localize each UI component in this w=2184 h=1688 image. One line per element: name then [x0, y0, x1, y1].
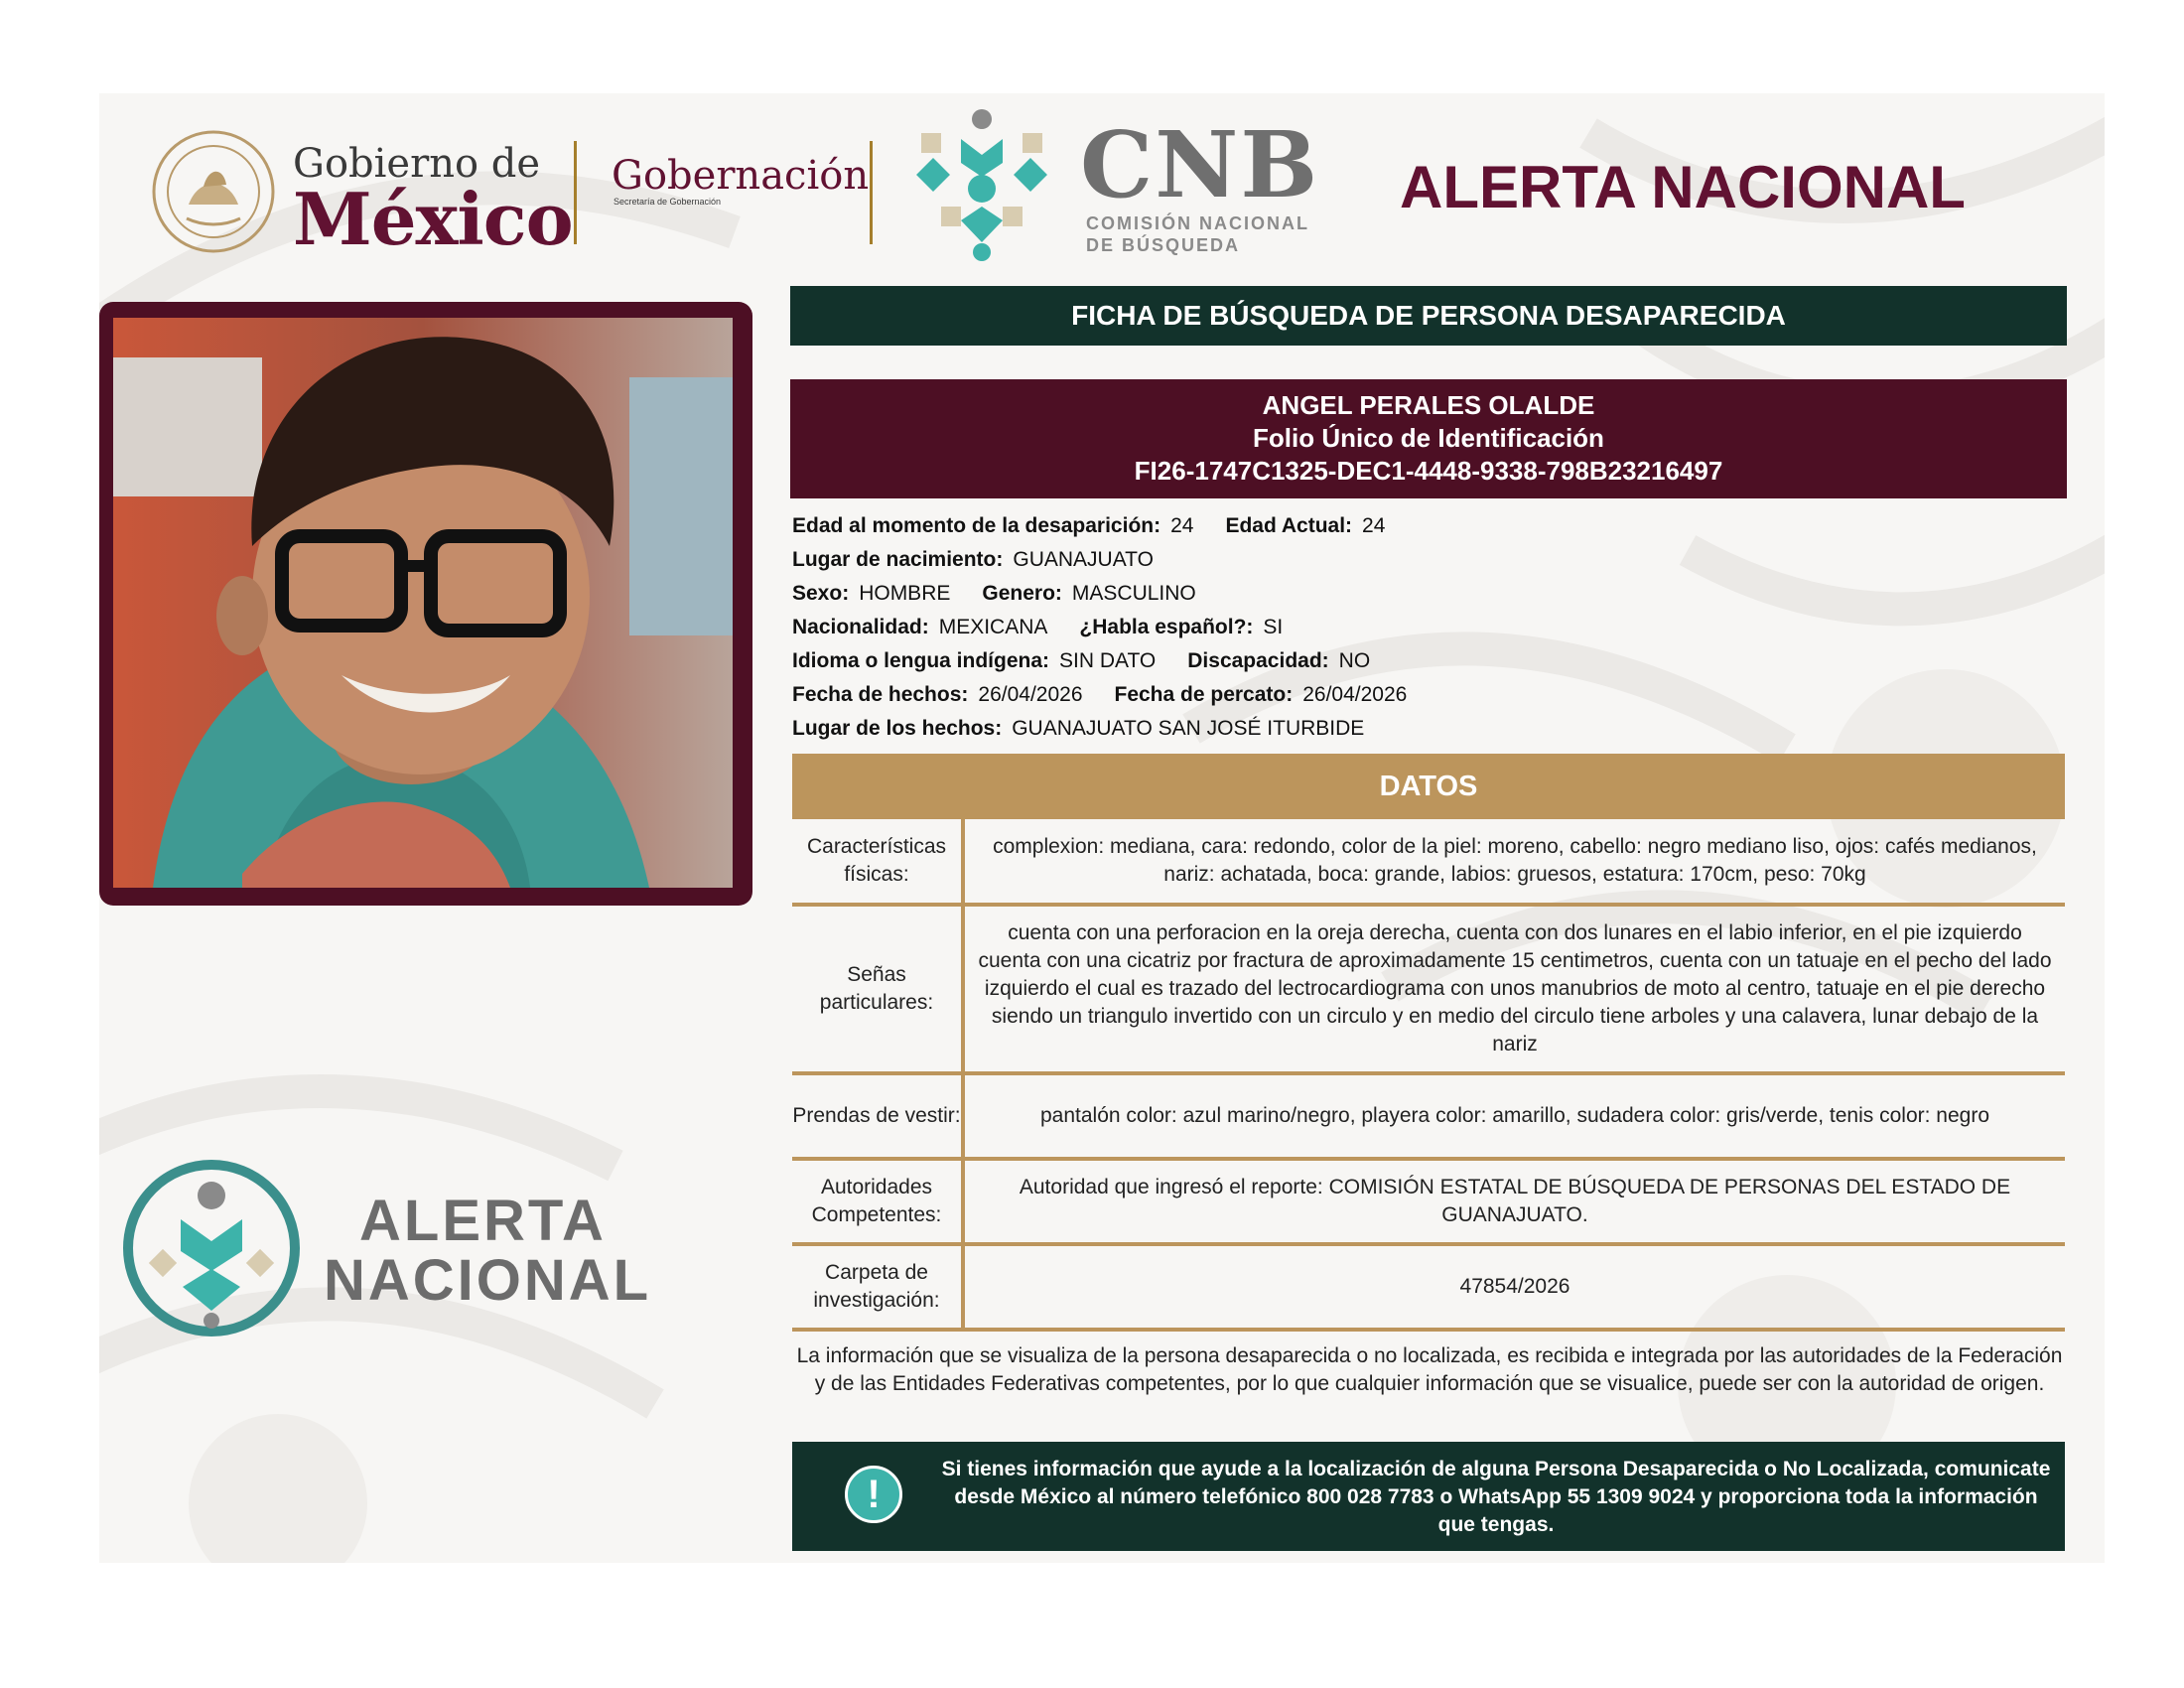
datos-row-senas — [792, 907, 2065, 1075]
header-divider — [870, 141, 873, 244]
datos-row-value: pantalón color: azul marino/negro, playera color: amarillo, sudadera color: gris/verde, tenis color: negro — [1040, 1104, 1989, 1127]
cnb-subtitle-line2: DE BÚSQUEDA — [1086, 235, 1241, 255]
datos-row-carpeta — [792, 1246, 2065, 1332]
fecha-percato-label: Fecha de percato: — [1114, 683, 1294, 706]
datos-row-value: cuenta con una perforacion en la oreja derecha, cuenta con dos lunares en el labio inferior, en el pie izquierdo cuenta con una cicatriz por fractura de aproximadamente 15 centimetros, cuenta con un tatuaje en el pecho del lado izquierdo el cual es trazado del lectrocardiograma con unos manubrios de moto al centro, tatuaje en el pie derecho siendo un triangulo invertido con un circulo y en medio del circulo tiene arboles y una calavera, lunar debajo de la nariz — [978, 921, 2052, 1055]
alerta-logo-word1: ALERTA — [359, 1189, 607, 1253]
cnb-subtitle — [1086, 212, 1309, 256]
cnb-subtitle-line1: COMISIÓN NACIONAL — [1086, 213, 1309, 233]
info-line-nacimiento — [792, 543, 2063, 577]
gobierno-mexico-logo — [149, 127, 573, 261]
gobernacion-logo-text: Gobernación — [612, 153, 870, 199]
mexico-text: México — [293, 177, 573, 261]
datos-row-label: Carpeta de investigación: — [813, 1261, 940, 1312]
lugar-nacimiento-value: GUANAJUATO — [1013, 548, 1154, 571]
edad-label: Edad al momento de la desaparición: — [792, 514, 1161, 537]
idioma-label: Idioma o lengua indígena: — [792, 649, 1050, 672]
lugar-hechos-label: Lugar de los hechos: — [792, 717, 1003, 740]
edad-actual-label: Edad Actual: — [1225, 514, 1353, 537]
discapacidad-value: NO — [1338, 649, 1371, 672]
info-line-fechas — [792, 678, 2063, 712]
genero-label: Genero: — [982, 582, 1062, 605]
edad-value: 24 — [1170, 514, 1194, 537]
datos-row-value: 47854/2026 — [1459, 1275, 1570, 1298]
lugar-nacimiento-label: Lugar de nacimiento: — [792, 548, 1004, 571]
person-header — [790, 379, 2067, 498]
cnb-title: CNB — [1080, 111, 1320, 218]
folio-number: FI26-1747C1325-DEC1-4448-9338-798B23216497 — [1134, 456, 1723, 486]
alerta-nacional-logo-icon — [117, 1154, 306, 1342]
habla-espanol-value: SI — [1263, 616, 1284, 638]
fecha-percato-value: 26/04/2026 — [1302, 683, 1408, 706]
info-line-edad — [792, 509, 2063, 543]
row-divider — [961, 1075, 965, 1157]
datos-row-value: complexion: mediana, cara: redondo, color de la piel: moreno, cabello: negro mediano liso, ojos: cafés medianos, nariz: achatada, boca: grande, labios: gruesos, estatura: 170cm, peso: 70kg — [993, 835, 2037, 886]
cnb-logo-icon — [901, 103, 1062, 264]
sexo-label: Sexo: — [792, 582, 850, 605]
alerta-logo-word2: NACIONAL — [324, 1248, 652, 1313]
datos-row-prendas — [792, 1075, 2065, 1161]
datos-row-label: Señas particulares: — [819, 963, 934, 1014]
datos-row-label: Características físicas: — [806, 835, 947, 886]
sexo-value: HOMBRE — [859, 582, 951, 605]
disclaimer-text: La información que se visualiza de la persona desaparecida o no localizada, es recibida e integrada por las autoridades de la Federación y de las Entidades Federativas competentes, por lo que cualquier información que se visualice, puede ser con la autoridad de origen. — [796, 1344, 2063, 1395]
datos-header: DATOS — [792, 754, 2065, 819]
national-seal-icon — [149, 127, 278, 256]
idioma-value: SIN DATO — [1059, 649, 1157, 672]
person-photo — [113, 318, 733, 888]
row-divider — [961, 819, 965, 903]
contact-info-text: Si tienes información que ayude a la localización de alguna Persona Desaparecida o No Localizada, comunicate desde México al número telefónico 800 028 7783 o WhatsApp 55 1309 9024 y proporciona toda la información que tengas. — [941, 1458, 2051, 1536]
person-name: ANGEL PERALES OLALDE — [1262, 390, 1595, 420]
info-line-idioma — [792, 644, 2063, 678]
discapacidad-label: Discapacidad: — [1187, 649, 1329, 672]
header-divider — [574, 141, 577, 244]
exclamation-icon: ! — [845, 1466, 902, 1523]
datos-row-label: Autoridades Competentes: — [811, 1176, 942, 1226]
alerta-nacional-title: ALERTA NACIONAL — [1400, 154, 1966, 220]
person-photo-image — [113, 318, 733, 888]
nacionalidad-value: MEXICANA — [938, 616, 1048, 638]
contact-info-bar — [792, 1442, 2065, 1551]
datos-row-value: Autoridad que ingresó el reporte: COMISIÓN ESTATAL DE BÚSQUEDA DE PERSONAS DEL ESTADO DE GUANAJUATO. — [1019, 1176, 2011, 1226]
datos-row-label: Prendas de vestir: — [792, 1104, 961, 1127]
genero-value: MASCULINO — [1071, 582, 1196, 605]
habla-espanol-label: ¿Habla español?: — [1079, 616, 1254, 638]
edad-actual-value: 24 — [1362, 514, 1386, 537]
info-line-nacionalidad — [792, 611, 2063, 644]
datos-row-caracteristicas — [792, 819, 2065, 907]
row-divider — [961, 1246, 965, 1328]
fecha-hechos-value: 26/04/2026 — [978, 683, 1083, 706]
row-divider — [961, 907, 965, 1071]
lugar-hechos-value: GUANAJUATO SAN JOSÉ ITURBIDE — [1012, 717, 1365, 740]
datos-row-autoridades — [792, 1161, 2065, 1246]
fecha-hechos-label: Fecha de hechos: — [792, 683, 969, 706]
photo-frame — [99, 302, 752, 906]
gobierno-de-text: Gobierno de — [293, 141, 541, 187]
info-line-sexo — [792, 577, 2063, 611]
row-divider — [961, 1161, 965, 1242]
info-line-lugar-hechos — [792, 712, 2063, 746]
ficha-title-bar: FICHA DE BÚSQUEDA DE PERSONA DESAPARECIDA — [790, 286, 2067, 346]
gobernacion-subtitle: Secretaría de Gobernación — [614, 197, 722, 207]
folio-label: Folio Único de Identificación — [1253, 423, 1604, 453]
nacionalidad-label: Nacionalidad: — [792, 616, 929, 638]
